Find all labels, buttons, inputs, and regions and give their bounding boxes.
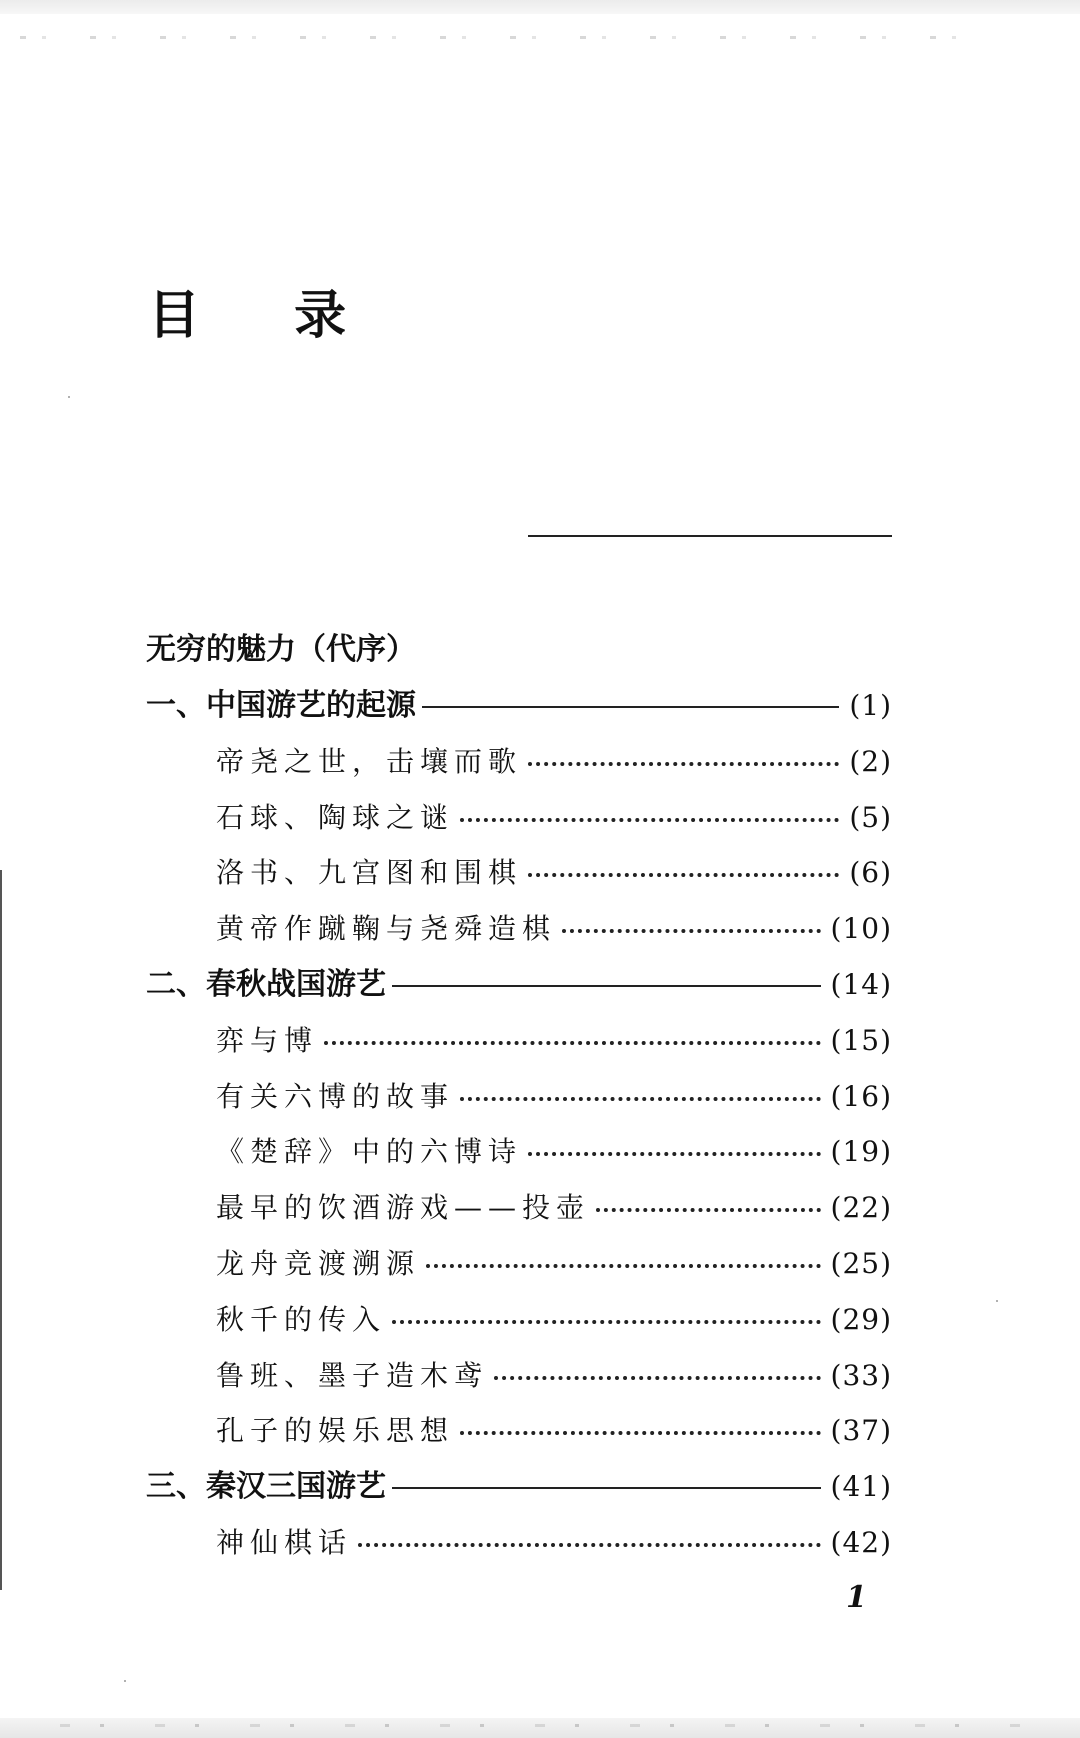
toc-section-title: 孔子的娱乐思想 bbox=[216, 1414, 455, 1448]
toc-section-row bbox=[0, 1019, 1080, 1063]
toc-dot-leader bbox=[460, 818, 839, 822]
toc-page-number: (25) bbox=[830, 1247, 892, 1280]
toc-dot-leader bbox=[528, 873, 839, 877]
toc-page-number: (10) bbox=[830, 912, 892, 946]
toc-page-number: (41) bbox=[830, 1470, 892, 1504]
toc-section-row bbox=[0, 907, 1080, 951]
toc-page-number: (6) bbox=[849, 856, 892, 890]
toc-page-number: (29) bbox=[830, 1302, 892, 1336]
toc-section-title: 《楚辞》中的六博诗 bbox=[216, 1135, 523, 1169]
toc-page-number: (16) bbox=[830, 1079, 892, 1113]
toc-section-row bbox=[0, 1130, 1080, 1174]
toc-section-row bbox=[0, 1075, 1080, 1119]
page-title: 目 录 bbox=[148, 286, 385, 346]
toc-dot-leader bbox=[562, 929, 821, 933]
toc-page-number: (22) bbox=[830, 1191, 892, 1225]
toc-section-row bbox=[0, 1186, 1080, 1230]
toc-section-title: 龙舟竞渡溯源 bbox=[216, 1247, 421, 1280]
toc-page-number: (37) bbox=[830, 1414, 892, 1448]
toc-chapter-title: 三、秦汉三国游艺 bbox=[146, 1469, 386, 1505]
toc-page-number: (5) bbox=[849, 800, 892, 834]
toc-section-row bbox=[0, 1354, 1080, 1398]
scan-speck bbox=[68, 396, 70, 398]
toc-dot-leader bbox=[494, 1376, 821, 1380]
toc-dot-leader bbox=[460, 1431, 821, 1435]
toc-solid-leader bbox=[392, 985, 821, 987]
toc-section-title: 弈与博 bbox=[216, 1023, 319, 1057]
toc-section-title: 有关六博的故事 bbox=[216, 1079, 455, 1113]
toc-chapter-row bbox=[0, 963, 1080, 1007]
toc-page-number: (42) bbox=[830, 1526, 892, 1559]
toc-section-row bbox=[0, 1409, 1080, 1453]
toc-dot-leader bbox=[528, 762, 839, 766]
toc-page-number: (14) bbox=[830, 968, 892, 1001]
preface-entry: 无穷的魅力（代序） bbox=[146, 632, 416, 667]
scan-edge-top bbox=[0, 0, 1080, 14]
toc-dot-leader bbox=[324, 1041, 821, 1045]
toc-section-title: 石球、陶球之谜 bbox=[216, 800, 455, 834]
toc-section-row bbox=[0, 796, 1080, 840]
toc-section-title: 最早的饮酒游戏——投壶 bbox=[216, 1191, 591, 1225]
toc-section-row bbox=[0, 740, 1080, 784]
toc-dot-leader bbox=[596, 1208, 821, 1212]
toc-solid-leader bbox=[392, 1487, 821, 1489]
toc-section-row bbox=[0, 851, 1080, 895]
toc-dot-leader bbox=[426, 1264, 821, 1268]
toc-page-number: (33) bbox=[830, 1358, 892, 1392]
toc-section-title: 鲁班、墨子造木鸢 bbox=[216, 1358, 489, 1392]
toc-chapter-row bbox=[0, 1465, 1080, 1509]
toc-chapter-title: 二、春秋战国游艺 bbox=[146, 967, 386, 1002]
scan-noise-bottom bbox=[60, 1724, 1020, 1727]
page-number: 1 bbox=[846, 1580, 867, 1615]
title-rule bbox=[528, 535, 892, 537]
toc-section-title: 帝尧之世，击壤而歌 bbox=[216, 744, 523, 778]
toc-section-title: 黄帝作蹴鞠与尧舜造棋 bbox=[216, 912, 557, 946]
toc-page-number: (2) bbox=[849, 744, 892, 778]
scan-speck bbox=[124, 1680, 126, 1682]
scan-noise-top bbox=[20, 36, 1000, 39]
toc-dot-leader bbox=[528, 1152, 821, 1156]
scan-edge-bottom bbox=[0, 1718, 1080, 1738]
toc-page-number: (19) bbox=[830, 1135, 892, 1169]
toc-dot-leader bbox=[392, 1320, 821, 1324]
toc-solid-leader bbox=[422, 706, 839, 708]
toc-section-title: 神仙棋话 bbox=[216, 1526, 353, 1559]
toc-section-row bbox=[0, 1242, 1080, 1286]
toc-section-row bbox=[0, 1298, 1080, 1342]
toc-section-row bbox=[0, 1521, 1080, 1565]
toc-section-title: 秋千的传入 bbox=[216, 1302, 387, 1336]
toc-page-number: (15) bbox=[830, 1023, 892, 1057]
toc-section-title: 洛书、九宫图和围棋 bbox=[216, 856, 523, 890]
toc-page-number: (1) bbox=[849, 689, 892, 722]
toc-dot-leader bbox=[460, 1097, 821, 1101]
toc-chapter-row bbox=[0, 684, 1080, 728]
toc-dot-leader bbox=[358, 1543, 821, 1547]
toc-chapter-title: 一、中国游艺的起源 bbox=[146, 688, 416, 723]
